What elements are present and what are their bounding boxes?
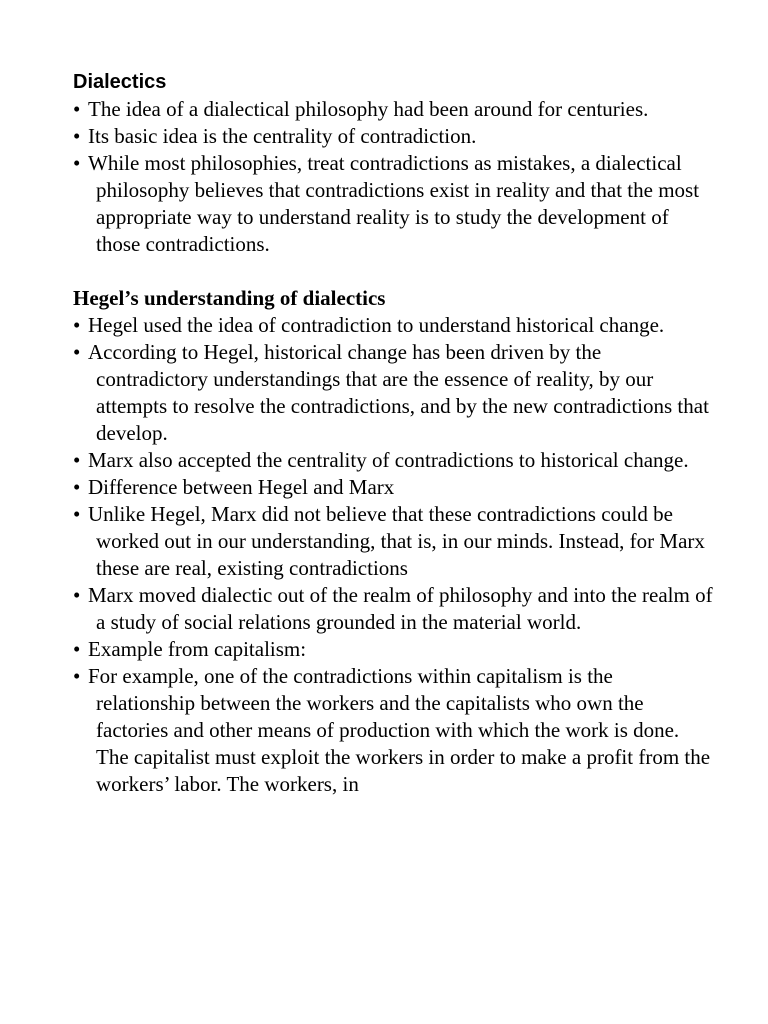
list-item bbox=[73, 339, 713, 447]
bullet-glyph: • bbox=[73, 583, 81, 607]
list-item bbox=[73, 96, 713, 123]
list-item bbox=[73, 312, 713, 339]
bullet-glyph: • bbox=[73, 448, 81, 472]
list-item-text: Marx moved dialectic out of the realm of philosophy and into the realm of a study of social relations grounded in the material world. bbox=[88, 583, 713, 634]
list-item-text: For example, one of the contradictions within capitalism is the relationship between the workers and the capitalists who own the factories and other means of production with which the work is done. The capitalist must exploit the workers in order to make a profit from the workers’ labor. The workers, in bbox=[88, 664, 711, 796]
section-heading-hegel: Hegel’s understanding of dialectics bbox=[73, 286, 386, 310]
list-item-text: The idea of a dialectical philosophy had been around for centuries. bbox=[88, 97, 649, 121]
bullet-glyph: • bbox=[73, 97, 81, 121]
bullet-glyph: • bbox=[73, 340, 81, 364]
list-item bbox=[73, 123, 713, 150]
hegel-bullet-list bbox=[73, 312, 713, 798]
bullet-glyph: • bbox=[73, 313, 81, 337]
list-item bbox=[73, 501, 713, 582]
section-heading-dialectics: Dialectics bbox=[73, 71, 167, 93]
list-item bbox=[73, 663, 713, 798]
bullet-glyph: • bbox=[73, 475, 81, 499]
list-item-text: Its basic idea is the centrality of contradiction. bbox=[88, 124, 477, 148]
bullet-glyph: • bbox=[73, 124, 81, 148]
list-item-text: Example from capitalism: bbox=[88, 637, 307, 661]
document-page bbox=[73, 66, 713, 798]
list-item-text: While most philosophies, treat contradictions as mistakes, a dialectical philosophy believes that contradictions exist in reality and that the most appropriate way to understand reality is to study the development of those contradictions. bbox=[88, 151, 700, 256]
list-item bbox=[73, 447, 713, 474]
list-item bbox=[73, 150, 713, 258]
bullet-glyph: • bbox=[73, 151, 81, 175]
list-item bbox=[73, 636, 713, 663]
dialectics-bullet-list bbox=[73, 96, 713, 258]
list-item-text: According to Hegel, historical change has been driven by the contradictory understandings that are the essence of reality, by our attempts to resolve the contradictions, and by the new contradictions that develop. bbox=[88, 340, 709, 445]
bullet-glyph: • bbox=[73, 664, 81, 688]
list-item bbox=[73, 474, 713, 501]
list-item bbox=[73, 582, 713, 636]
section-spacer bbox=[73, 258, 713, 285]
bullet-glyph: • bbox=[73, 502, 81, 526]
list-item-text: Difference between Hegel and Marx bbox=[88, 475, 395, 499]
list-item-text: Marx also accepted the centrality of contradictions to historical change. bbox=[88, 448, 689, 472]
list-item-text: Hegel used the idea of contradiction to understand historical change. bbox=[88, 313, 665, 337]
list-item-text: Unlike Hegel, Marx did not believe that these contradictions could be worked out in our understanding, that is, in our minds. Instead, for Marx these are real, existing contradictions bbox=[88, 502, 705, 580]
bullet-glyph: • bbox=[73, 637, 81, 661]
